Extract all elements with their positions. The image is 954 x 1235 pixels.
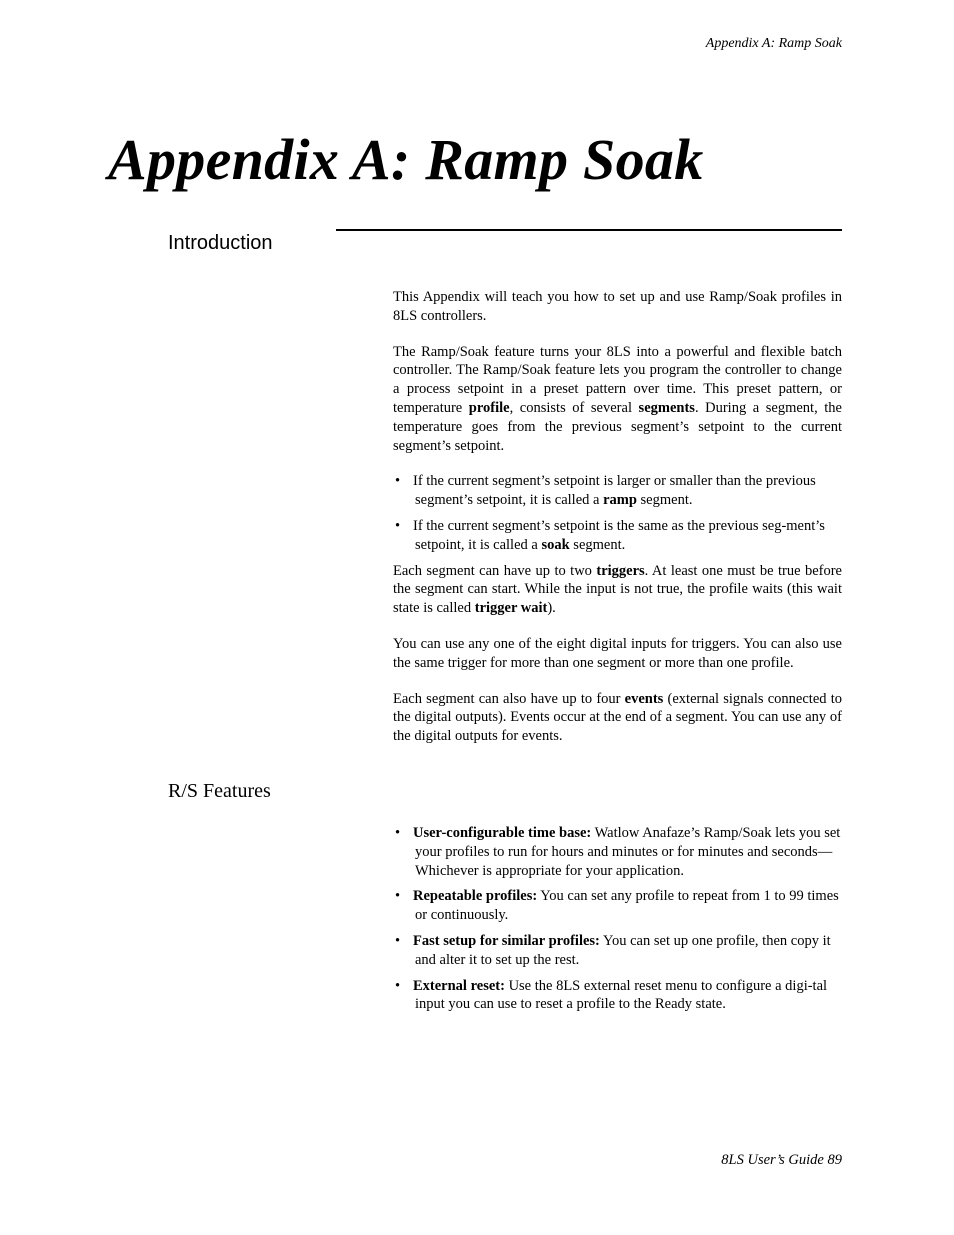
text-run: The Ramp/Soak feature turns your 8LS into a powerful and flexible batch controller. The Ramp/Soak feature lets you program the controller to change a process setpoint in a preset pattern over time. This preset pattern, or temperature xyxy=(393,343,842,416)
segment-type-list xyxy=(393,472,842,554)
intro-paragraph-2 xyxy=(393,343,842,456)
feature-list-item xyxy=(393,887,842,925)
text-run: Each segment can also have up to four xyxy=(393,690,625,707)
intro-paragraph-3 xyxy=(393,562,842,618)
feature-list-item xyxy=(393,824,842,880)
running-header: Appendix A: Ramp Soak xyxy=(705,36,842,51)
feature-list-item xyxy=(393,977,842,1015)
text-run: . At least one must be true before the segment can start. While the input is not true, the profile waits (this wait state is called xyxy=(393,562,842,617)
feature-text: Watlow Anafaze’s Ramp/Soak lets you set your profiles to run for hours and minutes or for minutes and seconds—Whichever is appropriate for your application. xyxy=(415,825,841,879)
introduction-heading: Introduction xyxy=(168,232,273,254)
term-trigger-wait: trigger wait xyxy=(474,600,548,617)
text-run: ). xyxy=(547,600,556,617)
feature-list xyxy=(393,824,842,1014)
text-run: , consists of several xyxy=(509,399,639,416)
feature-list-item xyxy=(393,932,842,970)
term-soak: soak xyxy=(541,536,570,553)
introduction-body xyxy=(393,288,842,746)
text-run: segment. xyxy=(636,492,693,509)
text-run: . During a segment, the temperature goes from the previous segment’s setpoint to the current segment’s setpoint. xyxy=(393,399,842,454)
feature-label: User-configurable time base: xyxy=(413,825,592,841)
term-events: events xyxy=(624,690,664,707)
list-item xyxy=(393,517,842,555)
feature-label: Fast setup for similar profiles: xyxy=(413,932,600,949)
text-run: Each segment can have up to two xyxy=(393,562,597,579)
section-divider xyxy=(336,229,842,231)
term-ramp: ramp xyxy=(603,492,637,509)
text-run: (external signals connected to the digital outputs). Events occur at the end of a segment. You can use any of the digital outputs for events. xyxy=(393,690,842,745)
term-triggers: triggers xyxy=(596,562,645,579)
text-run: If the current segment’s setpoint is the same as the previous seg-ment’s setpoint, it is called a xyxy=(413,517,825,553)
list-item xyxy=(393,472,842,510)
page-footer: 8LS User’s Guide 89 xyxy=(721,1152,842,1168)
term-profile: profile xyxy=(468,399,510,416)
intro-paragraph-4: You can use any one of the eight digital inputs for triggers. You can also use the same trigger for more than one segment or more than one profile. xyxy=(393,635,842,671)
feature-text: Use the 8LS external reset menu to configure a digi-tal input you can use to reset a profile to the Ready state. xyxy=(415,977,828,1013)
feature-label: Repeatable profiles: xyxy=(413,888,538,905)
intro-paragraph-5 xyxy=(393,690,842,746)
feature-text: You can set any profile to repeat from 1 to 99 times or continuously. xyxy=(415,888,839,924)
text-run: segment. xyxy=(569,536,626,553)
rs-features-heading: R/S Features xyxy=(168,780,271,802)
feature-label: External reset: xyxy=(413,977,505,994)
intro-paragraph-1: This Appendix will teach you how to set up and use Ramp/Soak profiles in 8LS controllers. xyxy=(393,289,842,324)
features-body xyxy=(393,824,842,1021)
chapter-title: Appendix A: Ramp Soak xyxy=(108,127,704,192)
feature-text: You can set up one profile, then copy it and alter it to set up the rest. xyxy=(415,932,831,968)
term-segments: segments xyxy=(638,399,695,416)
text-run: If the current segment’s setpoint is larger or smaller than the previous segment’s setpoint, it is called a xyxy=(413,473,816,509)
